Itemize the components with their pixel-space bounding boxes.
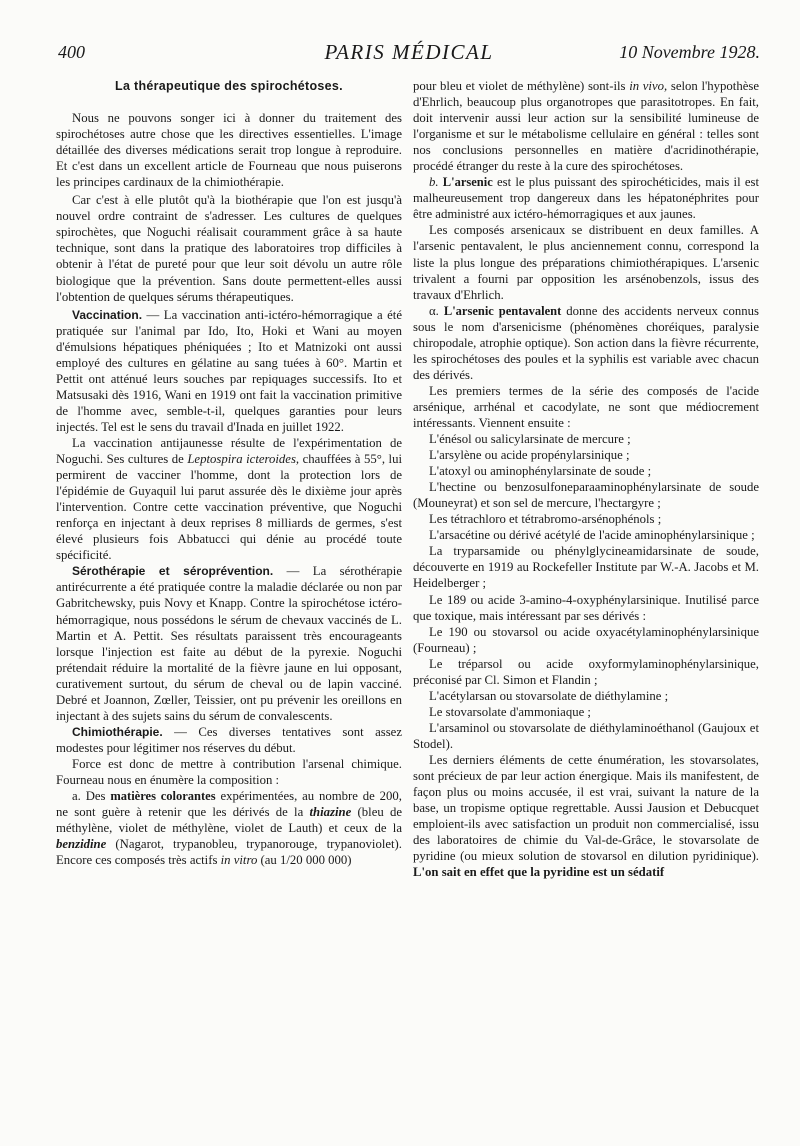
paragraph: Force est donc de mettre à contribution l'arsenal chimique. Fourneau nous en énumère la composition : bbox=[56, 756, 402, 787]
paragraph-item-a: a. Des matières colorantes expérimentées, au nombre de 200, ne sont guère à retenir que les dérivés de la thiazine (bleu de méthylène, violet de méthylène, violet de Lauth) et ceux de la benzidine (Nagarot, trypanobleu, trypanorouge, trypanoviolet). Encore ces composés très actifs in vitro (au 1/20 000 000) bbox=[56, 789, 402, 868]
paragraph-continued: pour bleu et violet de méthylène) sont-ils in vivo, selon l'hypothèse d'Ehrlich, beaucoup plus organotropes que parasitotropes. En fait, doit intervenir aussi leur action sur la sensibilité lumineuse de l'organisme et sur le métabolisme cellulaire en général : telles sont nos conclusions personnelles en matière d'acridinothérapie, procédé étranger du reste à la cure des spirochétoses. bbox=[413, 79, 759, 174]
paragraph-chimiotherapie: Chimiothérapie. — Ces diverses tentatives sont assez modestes pour légitimer nos réserves du début. bbox=[56, 724, 402, 755]
paragraph-serotherapie: Sérothérapie et séroprévention. — La sérothérapie antirécurrente a été pratiquée contre la maladie déclarée ou non par Gabritchewsky, puis Novy et Knapp. Contre la spirochétose ictéro-hémorragique, nous possédons le sérum de chevaux vaccinés de L. Martin et A. Pettit. Ses résultats paraissent très encourageants lorsque l'injection est faite au début de la pyrexie. Noguchi prétendait réduire la mortalité de la fièvre jaune en lui opposant, curativement surtout, du sérum de cheval ou de lapin vacciné. Debré et Joannon, Zœller, Teissier, ont pu prévenir les oreillons en injectant à des sujets sains du sérum de convalescents. bbox=[56, 564, 402, 723]
paragraph-vaccination: Vaccination. — La vaccination anti-ictéro-hémorragique a été pratiquée sur l'animal par Ido, Ito, Hoki et Wani au moyen d'émulsions hépatiques phéniquées ; Ito et Matnizoki ont aussi employé des cultures en gélatine au sang tuées à 60°. Martin et Pettit ont atténué leurs souches par repiquages successifs. Ito et Matsusaki dès 1916, Wani en 1919 ont fait la vaccination primitive de l'homme avec, semble-t-il, quelques garanties pour leurs injectés. Tel est le sens du travail d'Inada en juillet 1922. bbox=[56, 307, 402, 434]
list-item: L'énésol ou salicylarsinate de mercure ; bbox=[429, 432, 631, 447]
list-item: L'arsaminol ou stovarsolate de diéthylaminoéthanol (Gaujoux et Stodel). bbox=[413, 720, 759, 751]
list-item: Le 189 ou acide 3-amino-4-oxyphénylarsinique. Inutilisé parce que toxique, mais intéressant par ses dérivés : bbox=[413, 592, 759, 623]
list-item: L'arsylène ou acide propénylarsinique ; bbox=[429, 448, 630, 463]
list-item: L'arsacétine ou dérivé acétylé de l'acide aminophénylarsinique ; bbox=[429, 528, 755, 543]
running-header bbox=[58, 40, 760, 68]
paragraph: Les premiers termes de la série des composés de l'acide arsénique, arrhénal et cacodylate, ne sont que médiocrement intéressants. Viennent ensuite : bbox=[413, 383, 759, 430]
paragraph-item-alpha: α. L'arsenic pentavalent donne des accidents nerveux connus sous le nom d'arsenicisme (phénomènes choréiques, paralysie chiropodale, atrophie optique). Son action dans la fièvre récurrente, les spirochétoses des poules et la syphilis est variable avec chacun des dérivés. bbox=[413, 303, 759, 382]
page-number: 400 bbox=[58, 42, 85, 62]
paragraph: La vaccination antijaunesse résulte de l'expérimentation de Noguchi. Ses cultures de Leptospira icteroides, chauffées à 55°, lui permirent de vacciner l'homme, dont la protection lors de l'épidémie de Guyaquil lui parut assurée dès le dixième jour après l'intervention. Contre cette vaccination préventive, que Noguchi renforça en injectant à deux reprises 8 milliards de germes, s'est élevé plusieurs fois Abbatucci qui dénie au procédé toute spécificité. bbox=[56, 435, 402, 563]
right-column bbox=[413, 78, 759, 1128]
paragraph: Nous ne pouvons songer ici à donner du traitement des spirochétoses autre chose que les directives essentielles. L'image détaillée des diverses médications serait trop longue à reproduire. Et c'est dans un excellent article de Fourneau que nous puiserons les principes cardinaux de la chimiothérapie. bbox=[56, 111, 402, 190]
left-column bbox=[56, 78, 402, 1128]
run-in-heading: Vaccination. bbox=[72, 307, 143, 322]
paragraph: Les composés arsenicaux se distribuent en deux familles. A l'arsenic pentavalent, le plus anciennement connu, correspond la liste la plus longue des préparations chimiothérapiques. L'arsenic trivalent a fourni par opposition les arsénobenzols, issus des travaux d'Ehrlich. bbox=[413, 223, 759, 302]
journal-title: PARIS MÉDICAL bbox=[324, 40, 494, 64]
issue-date: 10 Novembre 1928. bbox=[619, 42, 760, 62]
list-item: Le tréparsol ou acide oxyformylaminophénylarsinique, préconisé par Cl. Simon et Flandin ; bbox=[413, 656, 759, 687]
list-item: Le 190 ou stovarsol ou acide oxyacétylaminophénylarsinique (Fourneau) ; bbox=[413, 624, 759, 655]
section-title: La thérapeutique des spirochétoses. bbox=[115, 79, 343, 93]
list-item: Les tétrachloro et tétrabromo-arsénophénols ; bbox=[429, 512, 662, 527]
paragraph: Les derniers éléments de cette énumération, les stovarsolates, sont précieux de par leur action énergique. Mais ils manifestent, de façon plus ou moins accusée, il est vrai, suivant la nature de la base, un tropisme optique regrettable. Aussi Jausion et Debucquet emploient-ils avec satisfaction un produit non commercialisé, issu des laboratoires de chimie du Val-de-Grâce, le stovarsolate de pyridine (ou mieux solution de stovarsol en dilution pyridinique). L'on sait en effet que la pyridine est un sédatif bbox=[413, 752, 759, 880]
list-item: L'acétylarsan ou stovarsolate de diéthylamine ; bbox=[429, 688, 669, 703]
list-item: Le stovarsolate d'ammoniaque ; bbox=[429, 704, 591, 719]
run-in-heading: Sérothérapie et séroprévention. bbox=[72, 564, 274, 579]
paragraph-item-b: b. L'arsenic est le plus puissant des spirochéticides, mais il est malheureusement trop dangereux dans les hépatonéphrites pour être administré aux ictéro-hémorragiques et aux jaunes. bbox=[413, 175, 759, 222]
list-item: L'hectine ou benzosulfoneparaaminophénylarsinate de soude (Mouneyrat) et son sel de mercure, l'hectargyre ; bbox=[413, 480, 759, 511]
list-item: La tryparsamide ou phénylglycineamidarsinate de soude, découverte en 1919 au Rockefeller Institute par W.-A. Jacobs et M. Heidelberger ; bbox=[413, 544, 759, 591]
list-item: L'atoxyl ou aminophénylarsinate de soude ; bbox=[429, 464, 652, 479]
run-in-heading: Chimiothérapie. bbox=[72, 724, 163, 739]
paragraph: Car c'est à elle plutôt qu'à la biothérapie que l'on est jusqu'à nouvel ordre contraint de s'adresser. Les cultures de quelques spirochètes, que Noguchi réalisait couramment grâce à sa haute technique, sont dans la pratique des laboratoires trop difficiles à obtenir à l'état de pureté pour que leur soit dévolu un autre rôle biologique que la prévention. Sans doute permettent-elles aussi l'obtention de quelques sérums thérapeutiques. bbox=[56, 193, 402, 304]
